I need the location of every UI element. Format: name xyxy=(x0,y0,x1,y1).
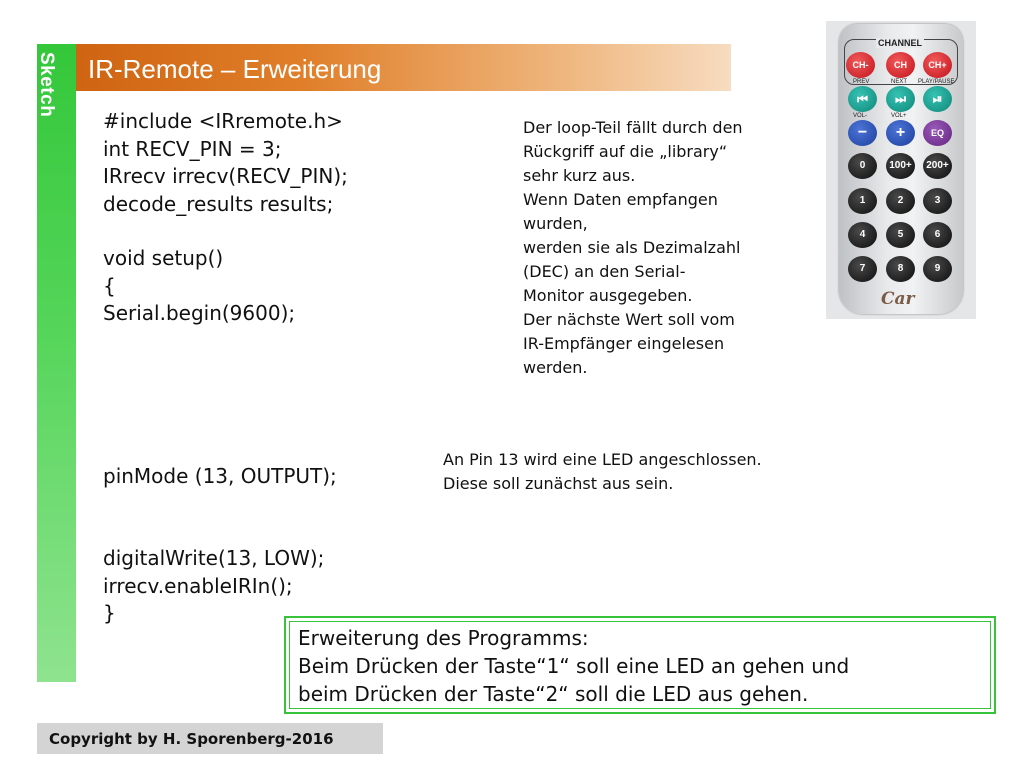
page-title: IR-Remote – Erweiterung xyxy=(88,54,382,84)
copyright-bar xyxy=(37,723,383,754)
sidebar-bar xyxy=(37,44,76,682)
remote-button-ch: CH xyxy=(886,52,915,78)
remote-button-7: 7 xyxy=(848,256,877,282)
remote-next-icon: ⏭ xyxy=(886,86,915,112)
code-block-setup: void setup() { Serial.begin(9600); xyxy=(103,246,296,325)
remote-button-4: 4 xyxy=(848,222,877,248)
extension-box xyxy=(284,616,996,714)
remote-button-2: 2 xyxy=(886,188,915,214)
remote-button-100-plus: 100+ xyxy=(886,153,915,179)
remote-label-vol-plus: VOL+ xyxy=(891,113,907,119)
remote-button-8: 8 xyxy=(886,256,915,282)
remote-button-0: 0 xyxy=(848,153,877,179)
remote-brand-logo: Car xyxy=(881,289,915,309)
ir-remote-image xyxy=(826,21,976,319)
remote-button-ch-minus: CH- xyxy=(846,52,875,78)
remote-button-6: 6 xyxy=(923,222,952,248)
copyright-text: Copyright by H. Sporenberg-2016 xyxy=(49,730,334,748)
sidebar-label: Sketch xyxy=(36,52,57,118)
remote-label-play-pause: PLAY/PAUSE xyxy=(918,79,955,85)
remote-button-ch-plus: CH+ xyxy=(923,52,952,78)
remote-button-vol-plus: + xyxy=(886,120,915,146)
code-block-digitalwrite: digitalWrite(13, LOW); irrecv.enableIRIn(); } xyxy=(103,546,325,625)
remote-button-5: 5 xyxy=(886,222,915,248)
extension-text: Erweiterung des Programms: Beim Drücken der Taste“1“ soll eine LED an gehen und beim Drücken der Taste“2“ soll die LED aus gehen. xyxy=(298,626,850,706)
note-pin: An Pin 13 wird eine LED angeschlossen. Diese soll zunächst aus sein. xyxy=(443,450,762,493)
remote-button-3: 3 xyxy=(923,188,952,214)
remote-channel-label: CHANNEL xyxy=(878,38,922,48)
code-block-includes: #include <IRremote.h> int RECV_PIN = 3; IRrecv irrecv(RECV_PIN); decode_results results; xyxy=(103,109,348,216)
remote-label-prev: PREV xyxy=(853,79,870,85)
remote-button-200-plus: 200+ xyxy=(923,153,952,179)
remote-play-pause-icon: ⏯ xyxy=(923,86,952,112)
remote-label-vol-minus: VOL- xyxy=(853,113,868,119)
note-loop: Der loop-Teil fällt durch den Rückgriff auf die „library“ sehr kurz aus. Wenn Daten empfangen wurden, werden sie als Dezimalzahl (DEC) an den Serial- Monitor ausgegeben. Der nächste Wert soll vom IR-Empfänger eingelesen werden. xyxy=(523,118,743,377)
remote-button-eq: EQ xyxy=(923,120,952,146)
remote-button-9: 9 xyxy=(923,256,952,282)
title-bar xyxy=(76,44,731,91)
remote-prev-icon: ⏮ xyxy=(848,86,877,112)
code-block-pinmode: pinMode (13, OUTPUT); xyxy=(103,464,337,488)
remote-button-vol-minus: − xyxy=(848,120,877,146)
remote-label-next: NEXT xyxy=(891,79,908,85)
remote-button-1: 1 xyxy=(848,188,877,214)
